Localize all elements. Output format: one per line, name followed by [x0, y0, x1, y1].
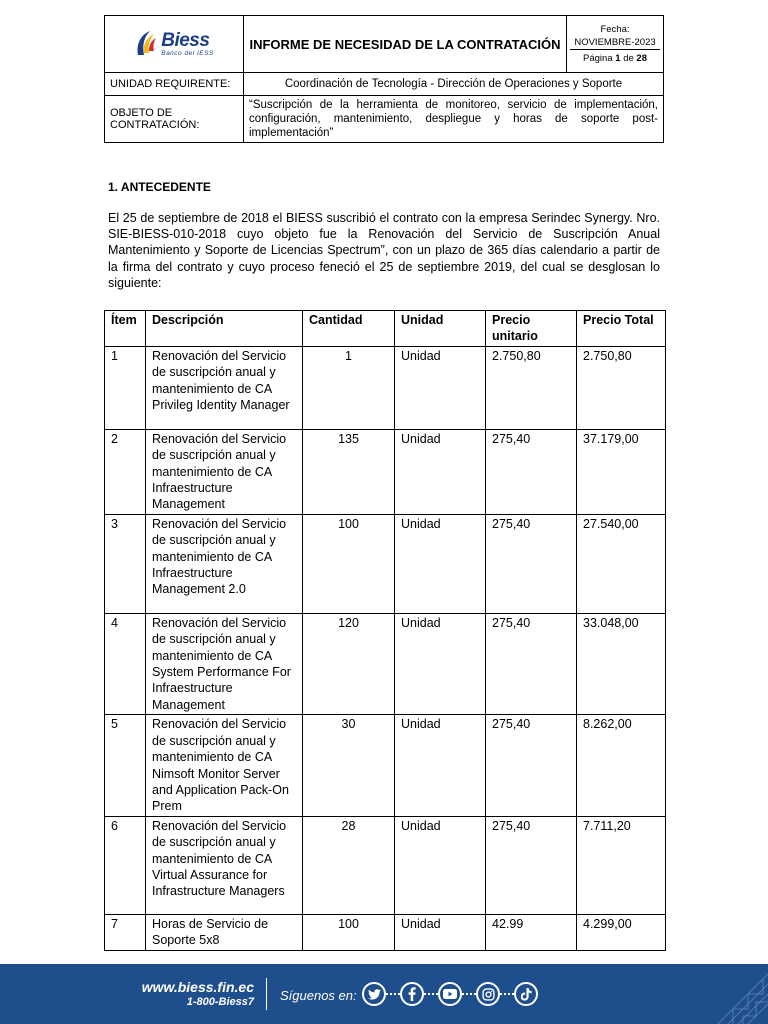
antecedente-paragraph: El 25 de septiembre de 2018 el BIESS suscribió el contrato con la empresa Serindec Synergy. Nro. SIE-BIESS-010-2018 cuyo objeto fue la Renovación del Servicio de Suscripción Anual Mantenimiento y Soporte de Licencias Spectrum”, con un plazo de 365 días calendario a partir de la firma del contrato y cuyo proceso feneció el 25 de septiembre 2019, del cual se desglosan lo siguiente: — [108, 211, 660, 290]
table-row — [105, 429, 666, 514]
cell-precio-total: 4.299,00 — [577, 914, 666, 950]
cell-precio-total: 7.711,20 — [577, 816, 666, 914]
objeto-value: “Suscripción de la herramienta de monitoreo, servicio de implementación, configuración, mantenimiento, despliegue y horas de soporte post-implementación” — [244, 96, 664, 143]
youtube-icon[interactable] — [438, 982, 462, 1006]
cell-unidad: Unidad — [395, 429, 486, 514]
cell-precio-total: 8.262,00 — [577, 715, 666, 816]
table-header-row — [105, 311, 666, 347]
icon-connector — [462, 993, 476, 995]
table-row — [105, 914, 666, 950]
header-precio-unitario: Precio unitario — [486, 311, 577, 347]
cell-unidad: Unidad — [395, 613, 486, 714]
cell-cantidad: 100 — [303, 914, 395, 950]
page-of: de — [623, 53, 634, 64]
table-row — [105, 346, 666, 429]
footer-website-link[interactable]: www.biess.fin.ec — [141, 979, 254, 995]
cell-precio-unitario: 275,40 — [486, 514, 577, 613]
date-label: Fecha: — [600, 24, 630, 35]
page-number: 1 — [615, 53, 621, 64]
header-unidad: Unidad — [395, 311, 486, 347]
cell-item: 7 — [105, 914, 146, 950]
table-row — [105, 514, 666, 613]
cell-cantidad: 100 — [303, 514, 395, 613]
unidad-value: Coordinación de Tecnología - Dirección de Operaciones y Soporte — [244, 73, 664, 96]
header-item: Ítem — [105, 311, 146, 347]
cell-unidad: Unidad — [395, 715, 486, 816]
page-prefix: Página — [583, 53, 613, 64]
footer-phone: 1-800-Biess7 — [186, 996, 254, 1008]
cell-descripcion: Renovación del Servicio de suscripción anual y mantenimiento de CA Infraestructure Management 2.0 — [146, 514, 303, 613]
cell-precio-total: 37.179,00 — [577, 429, 666, 514]
cell-unidad: Unidad — [395, 514, 486, 613]
cell-descripcion: Renovación del Servicio de suscripción anual y mantenimiento de CA Nimsoft Monitor Server and Application Pack-On Prem — [146, 715, 303, 816]
cell-precio-unitario: 275,40 — [486, 613, 577, 714]
header-descripcion: Descripción — [146, 311, 303, 347]
cell-unidad: Unidad — [395, 914, 486, 950]
biess-logo — [110, 29, 238, 59]
cell-item: 3 — [105, 514, 146, 613]
cell-item: 2 — [105, 429, 146, 514]
cell-precio-unitario: 2.750,80 — [486, 346, 577, 429]
page-indicator — [572, 50, 658, 65]
icon-connector — [386, 993, 400, 995]
cell-descripcion: Renovación del Servicio de suscripción anual y mantenimiento de CA System Performance For Infraestructure Management — [146, 613, 303, 714]
cell-cantidad: 1 — [303, 346, 395, 429]
logo-subtitle: Banco del IESS — [161, 49, 214, 57]
cell-descripcion: Renovación del Servicio de suscripción anual y mantenimiento de CA Privileg Identity Manager — [146, 346, 303, 429]
cell-precio-unitario: 42.99 — [486, 914, 577, 950]
cell-precio-total: 2.750,80 — [577, 346, 666, 429]
cell-cantidad: 135 — [303, 429, 395, 514]
twitter-icon[interactable] — [362, 982, 386, 1006]
table-row — [105, 613, 666, 714]
cell-item: 1 — [105, 346, 146, 429]
cell-cantidad: 120 — [303, 613, 395, 714]
cell-precio-unitario: 275,40 — [486, 715, 577, 816]
cell-unidad: Unidad — [395, 816, 486, 914]
social-icons — [362, 982, 538, 1006]
items-table — [104, 310, 666, 951]
page-footer — [0, 964, 768, 1024]
table-row — [105, 715, 666, 816]
header-precio-total: Precio Total — [577, 311, 666, 347]
unidad-label: UNIDAD REQUIRENTE: — [105, 73, 244, 96]
logo-cell — [105, 16, 244, 73]
instagram-icon[interactable] — [476, 982, 500, 1006]
tiktok-icon[interactable] — [514, 982, 538, 1006]
cell-cantidad: 30 — [303, 715, 395, 816]
footer-contact — [142, 980, 254, 1009]
date-page-cell — [567, 16, 664, 73]
footer-follow-label: Síguenos en: — [280, 988, 357, 1003]
cell-item: 5 — [105, 715, 146, 816]
cell-precio-unitario: 275,40 — [486, 429, 577, 514]
cell-descripcion: Renovación del Servicio de suscripción anual y mantenimiento de CA Infraestructure Management — [146, 429, 303, 514]
page-total: 28 — [636, 53, 647, 64]
icon-connector — [500, 993, 514, 995]
footer-separator — [266, 978, 267, 1010]
header-cantidad: Cantidad — [303, 311, 395, 347]
logo-name: Biess — [161, 29, 210, 51]
decorative-pattern-icon — [708, 964, 768, 1024]
cell-precio-total: 27.540,00 — [577, 514, 666, 613]
date-value: NOVIEMBRE-2023 — [570, 36, 660, 50]
facebook-icon[interactable] — [400, 982, 424, 1006]
cell-descripcion: Horas de Servicio de Soporte 5x8 — [146, 914, 303, 950]
cell-descripcion: Renovación del Servicio de suscripción anual y mantenimiento de CA Virtual Assurance for Infrastructure Managers — [146, 816, 303, 914]
cell-precio-unitario: 275,40 — [486, 816, 577, 914]
table-row — [105, 816, 666, 914]
cell-unidad: Unidad — [395, 346, 486, 429]
cell-item: 6 — [105, 816, 146, 914]
document-header — [104, 15, 664, 143]
cell-item: 4 — [105, 613, 146, 714]
cell-cantidad: 28 — [303, 816, 395, 914]
document-title: INFORME DE NECESIDAD DE LA CONTRATACIÓN — [244, 16, 567, 73]
biess-swoosh-icon — [134, 29, 158, 59]
objeto-label: OBJETO DE CONTRATACIÓN: — [105, 96, 244, 143]
cell-precio-total: 33.048,00 — [577, 613, 666, 714]
section-heading: 1. ANTECEDENTE — [108, 180, 211, 194]
icon-connector — [424, 993, 438, 995]
